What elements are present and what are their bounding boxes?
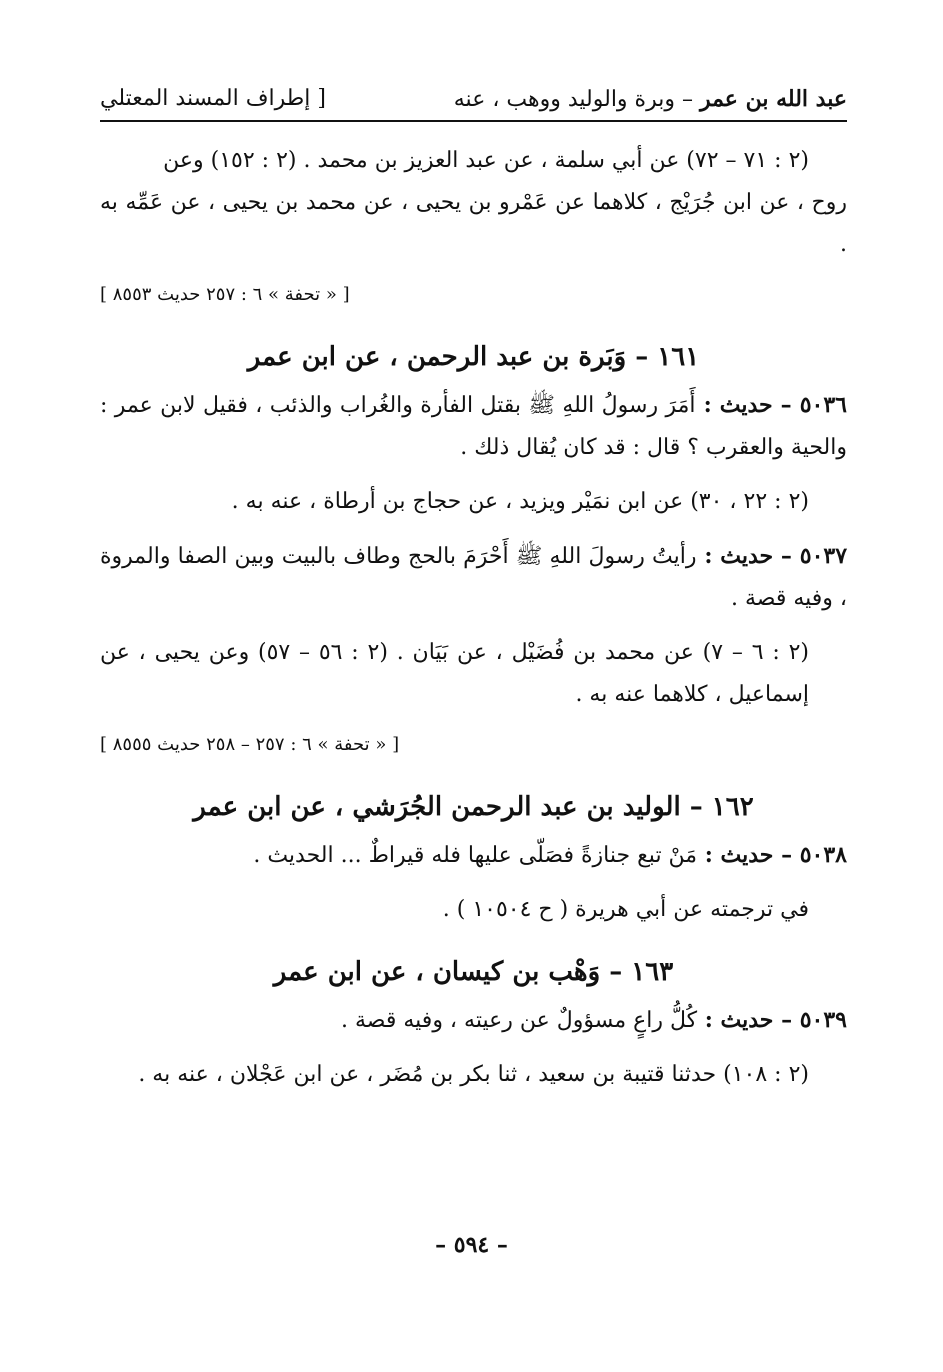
header-book-title: [ إطراف المسند المعتلي	[100, 86, 326, 111]
hadith-number: ٥٠٣٨	[799, 842, 847, 868]
hadith-text: رأيتُ رسولَ اللهِ ﷺ أَحْرَمَ بالحج وطاف بالبيت وبين الصفا والمروة ، وفيه قصة .	[100, 544, 847, 611]
page-body	[100, 140, 847, 1096]
hadith-label: – حديث :	[697, 1007, 800, 1033]
tuhfa-reference: [ « تحفة » ٦ : ٢٥٧ حديث ٨٥٥٣ ]	[100, 284, 350, 305]
hadith-5039	[100, 999, 847, 1042]
section-title-163: ١٦٣ – وَهْب بن كيسان ، عن ابن عمر	[273, 957, 674, 987]
hadith-label: – حديث :	[697, 842, 800, 868]
chain-5039: (٢ : ١٠٨) حدثنا قتيبة بن سعيد ، ثنا بكر بن مُضَر ، عن ابن عَجْلان ، عنه به .	[138, 1062, 809, 1087]
section-title-161: ١٦١ – وَبَرة بن عبد الرحمن ، عن ابن عمر	[247, 342, 700, 372]
hadith-5036	[100, 384, 847, 469]
hadith-text: مَنْ تبع جنازةً فصَلّى عليها فله قيراطٌ ... الحديث .	[253, 843, 698, 868]
chain-5037: (٢ : ٦ – ٧) عن محمد بن فُضَيْل ، عن بَيَان . (٢ : ٥٦ – ٥٧) وعن يحيى ، عن إسماعيل ، كلاهما عنه به .	[100, 640, 809, 707]
tuhfa-reference: [ « تحفة » ٦ : ٢٥٧ – ٢٥٨ حديث ٨٥٥٥ ]	[100, 734, 400, 755]
page-number: – ٥٩٤ –	[435, 1232, 508, 1258]
hadith-number: ٥٠٣٩	[799, 1007, 847, 1033]
chain-5036: (٢ : ٢٢ ، ٣٠) عن ابن نمَيْر ويزيد ، عن حجاج بن أرطاة ، عنه به .	[231, 489, 809, 514]
hadith-label: – حديث :	[695, 392, 800, 418]
hadith-text: أَمَرَ رسولُ اللهِ ﷺ بقتل الفأرة والغُراب والذئب ، فقيل لابن عمر : والحية والعقرب ؟ قال : قد كان يُقال ذلك .	[100, 393, 847, 460]
hadith-5037	[100, 535, 847, 620]
hadith-text: كُلُّ راعٍ مسؤولٌ عن رعيته ، وفيه قصة .	[341, 1008, 698, 1033]
hadith-number: ٥٠٣٧	[799, 543, 848, 569]
note-5038: في ترجمته عن أبي هريرة ( ح ١٠٥٠٤ ) .	[442, 897, 809, 922]
header-title: عبد الله بن عمر – وبرة والوليد ووهب ، عنه	[453, 86, 847, 112]
hadith-5038	[100, 834, 847, 877]
running-header	[100, 80, 847, 122]
section-title-162: ١٦٢ – الوليد بن عبد الرحمن الجُرَشي ، عن ابن عمر	[193, 792, 754, 822]
hadith-label: – حديث :	[696, 543, 800, 569]
chain-line: (٢ : ٧١ – ٧٢) عن أبي سلمة ، عن عبد العزيز بن محمد . (٢ : ١٥٢) وعن	[163, 148, 809, 173]
hadith-number: ٥٠٣٦	[799, 392, 847, 418]
chain-line: روح ، عن ابن جُرَيْج ، كلاهما عن عَمْرو بن يحيى ، عن محمد بن يحيى ، عن عَمِّه به .	[100, 190, 847, 257]
